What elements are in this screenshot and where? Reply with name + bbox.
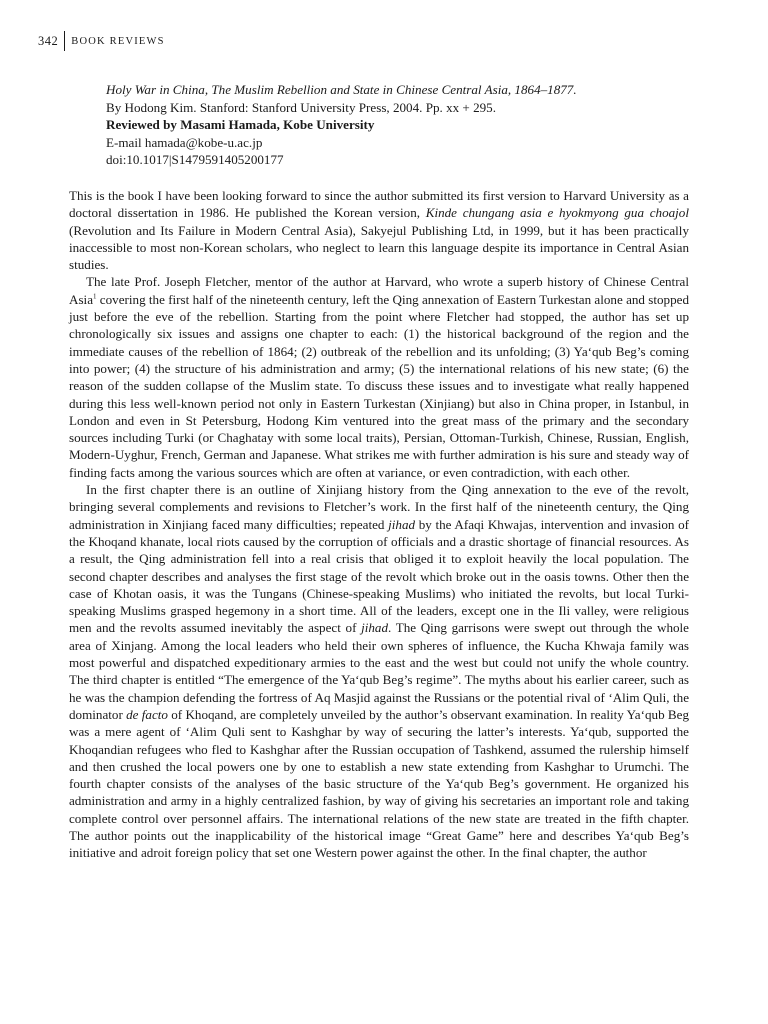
reviewer-email: E-mail hamada@kobe-u.ac.jp <box>106 134 263 150</box>
review-body <box>69 187 689 862</box>
page-number: 342 <box>38 33 59 48</box>
p2-text-a: The late Prof. Joseph Fletcher, mentor of the author at Harvard, who wrote a superb history of Chinese Central Asia <box>69 274 689 307</box>
p3-text-c: . The Qing garrisons were swept out through the whole area of Xinjang. Among the local leaders who held their own spheres of influence, the Kucha Khwaja family was most powerful and dispatched expeditionary armies to the east and the west but could not unify the whole country. The third chapter is entitled “The emergence of the Ya‘qub Beg’s regime”. The myths about his earlier career, such as he was the champion defending the fortress of Aq Masjid against the Russians or the potential rival of ‘Alim Quli, the dominator <box>69 620 689 722</box>
term-de-facto: de facto <box>126 706 168 722</box>
paragraph-3 <box>69 481 689 862</box>
paragraph-2 <box>69 273 689 481</box>
doi-line: doi:10.1017|S1479591405200177 <box>106 152 284 167</box>
p3-text-d: of Khoqand, are completely unveiled by the author’s observant examination. In reality Ya‘qub Beg was a mere agent of ‘Alim Quli sent to Kashghar by way of securing the latter’s interests. Ya‘qub, supported the Khoqandian refugees who fled to Kashghar after the Russian occupation of Tashkend, assumed the rulership himself and then crushed the local powers one by one to establish a new state extending from Kashghar to Urumchi. The fourth chapter consists of the analyses of the basic structure of the Ya‘qub Beg’s government. He organized his administration and army in a highly centralized fashion, by way of giving his secretaries an important role and taking complete control over personnel affairs. The international relations of the new state are treated in the fifth chapter. The author points out the inapplicability of the historical image “Great Game” here and describes Ya‘qub Beg’s initiative and adroit foreign policy that set one Western power against the other. In the final chapter, the author <box>69 706 689 861</box>
p2-text-b: covering the first half of the nineteenth century, left the Qing annexation of Eastern Turkestan alone and stopped just before the eve of the rebellion. Starting from the point where Fletcher had stopped, the author has set up chronologically six issues and assigns one chapter to each: (1) the historical background of the region and the immediate causes of the rebellion of 1864; (2) outbreak of the rebellion and its unfolding; (3) Ya‘qub Beg’s coming into power; (4) the structure of his administration and army; (5) the international relations of his new state; (6) the reason of the sudden collapse of the Muslim state. To discuss these issues and to investigate what really happened during this less well-known period not only in Eastern Turkestan (Xinjiang) but also in China proper, in Istanbul, in London and even in St Petersburg, Hodong Kim ventured into the great mass of the primary and the secondary sources including Turki (or Chaghatay with some local traits), Persian, Ottoman-Turkish, Chinese, Russian, English, Modern-Uyghur, French, German and Japanese. What strikes me with further admiration is his sure and steady way of finding facts among the various sources which are often at variance, or even contradiction, with each other. <box>69 291 689 480</box>
paragraph-1 <box>69 187 689 273</box>
p1-text-a: This is the book I have been looking forward to since the author submitted its first version to Harvard University as a doctoral dissertation in 1986. He published the Korean version, <box>69 188 689 221</box>
review-header <box>106 81 726 169</box>
p1-text-b: (Revolution and Its Failure in Modern Central Asia), Sakyejul Publishing Ltd, in 1999, but it has been practically inaccessible to most non-Korean scholars, who neglect to learn this language despite its importance in Central Asian studies. <box>69 222 689 273</box>
term-jihad: jihad <box>361 620 389 636</box>
korean-title: Kinde chungang asia e hyokmyong gua choajol <box>425 205 689 221</box>
section-label: BOOK REVIEWS <box>71 35 165 47</box>
reviewer-line: Reviewed by Masami Hamada, Kobe University <box>106 117 375 132</box>
p3-text-a: In the first chapter there is an outline of Xinjiang history from the Qing annexation to the eve of the revolt, bringing several complements and revisions to Fletcher’s work. In the first half of the nineteenth century, the Qing administration in Xinjiang faced many difficulties; repeated <box>69 482 689 532</box>
p3-text-b: by the Afaqi Khwajas, intervention and invasion of the Khoqand khanate, local riots caused by the corruption of officials and a drastic shortage of financial resources. As a result, the Qing administration fell into a real crisis that obliged it to exploit heavily the local population. The second chapter describes and analyses the first stage of the revolt which broke out in the oasis towns. Other then the case of Khotan oasis, it was the Tungans (Chinese-speaking Muslims) who initiated the revolts, but local Turki-speaking Muslims grasped hegemony in a short time. All of the leaders, except one in the Ili valley, were religious men and the revolts assumed inevitably the aspect of <box>69 516 689 636</box>
term-jihad: jihad <box>388 516 416 532</box>
publication-info: By Hodong Kim. Stanford: Stanford University Press, 2004. Pp. xx + 295. <box>106 99 497 115</box>
running-header <box>38 30 165 52</box>
footnote-ref-1: 1 <box>93 292 97 301</box>
book-title: Holy War in China, The Muslim Rebellion and State in Chinese Central Asia, 1864–1877. <box>106 82 577 97</box>
